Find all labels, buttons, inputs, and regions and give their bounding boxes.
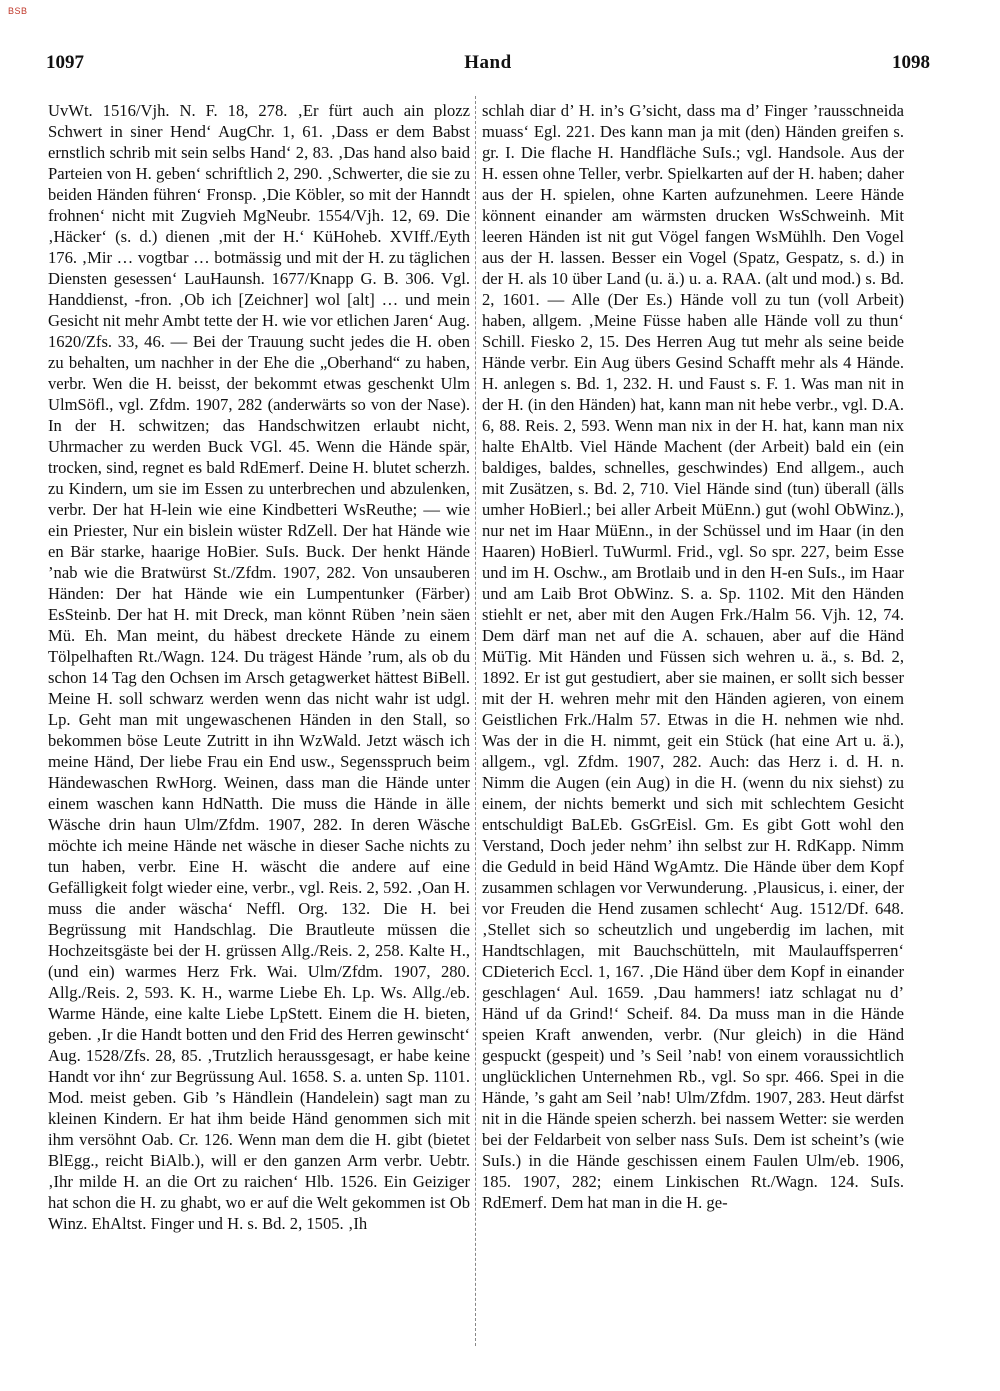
page-header — [46, 52, 930, 80]
column-divider — [475, 96, 476, 1346]
right-column-text: schlah diar d’ H. in’s G’sicht, dass ma d’ Finger ’rausschneida muass‘ Egl. 221. Des kann man ja mit (den) Händen greifen s. gr. I. Die flache H. Handfläche SuIs.; vgl. Handsole. Aus der H. essen ohne Teller, verbr. Spielkarten auf der H. haben; daher aus der H. spielen, ohne Karten aufzunehmen. Leere Hände könnent einander am wärmsten drucken WsSchweinh. Mit leeren Händen ist nit gut Vögel fangen WsMühlh. Den Vogel aus der H. lassen. Besser ein Vogel (Spatz, Gespatz, s. d.) in der H. als 10 über Land (u. ä.) u. a. RAA. (alt und mod.) s. Bd. 2, 1601. — Alle (Der Es.) Hände voll zu tun (voll Arbeit) haben, allgem. ‚Meine Füsse haben alle Hände voll zu thun‘ Schill. Fiesko 2, 15. Des Herren Aug tut mehr als seine beide Hände verbr. Ein Aug übers Gesind Schafft mehr als 4 Hände. H. anlegen s. Bd. 1, 232. H. und Faust s. F. 1. Was man nit in der H. (in den Händen) hat, kann man nit hebe verbr., vgl. D.A. 6, 88. Reis. 2, 593. Wenn man nix in der H. hat, kann man nix halte EhAltb. Viel Hände Machent (der Arbeit) bald ein (ein baldiges, baldes, schnelles, geschwindes) End allgem., auch mit Zusätzen, s. Bd. 2, 710. Viel Hände sind (tun) überall (älls umher HoBierl.; bei aller Arbeit MüEnn.) gut (wohl ObWinz.), nur net im Haar MüEnn., in der Schüssel und im Haar (in den Haaren) HoBierl. TuWurml. Frid., vgl. So spr. 227, beim Esse und im H. Oschw., am Brotlaib und in den H-en SuIs., im Haar und am Laib Brot ObWinz. S. a. Sp. 1102. Mit den Händen stiehlt er net, aber mit den Augen Frk./Halm 56. Vjh. 12, 74. Dem därf man net auf die A. schauen, aber auf die Händ MüTig. Mit Händen und Füssen sich wehren u. ä., s. Bd. 2, 1892. Er ist gut gestudiert, aber sie mainen, er sollt sich besser mit der H. wehren mehr mit den Händen agieren, von einem Geistlichen Frk./Halm 57. Etwas in die H. nehmen wie nhd. Was der in die H. nimmt, geit ein Stück (hat eine Art u. ä.), allgem., vgl. Zfdm. 1907, 282. Auch: das Herz i. d. H. n. Nimm die Augen (ein Aug) in die H. (wenn du nix siehst) zu einem, der nichts bemerkt und sich mit schlechtem Gesicht entschuldigt BaLEb. GsGrEisl. Gm. Es gibt Gott wohl den Verstand, Doch jeder nehm’ ihn selbst zur H. RdKapp. Nimm die Geduld in beid Händ WgAmtz. Die Hände über dem Kopf zusammen schlagen vor Verwunderung. ‚Plausicus, i. einer, der vor Freuden die Hend zusamen schlecht‘ Aug. 1512/Df. 648. ‚Stellet sich so scheutzlich und ungeberdig im lachen, mit Handtschlagen, mit Bauchschütteln, mit Maulauffsperren‘ CDieterich Eccl. 1, 167. ‚Die Händ über dem Kopf in einander geschlagen‘ Aul. 1659. ‚Dau hammers! iatz schlagat nu d’ Händ uf da Grind!‘ Scheif. 84. Da muss man in die Hände speien Kraft anwenden, verbr. (Nur gleich) in die Händ gespuckt (gespeit) und ’s Seil ’nab! von einem voraussichtlich unglücklichen Unternehmen Rb., vgl. So spr. 466. Spei in die Hände, ’s gaht am Seil ’nab! Ulm/Zfdm. 1907, 283. Heut därfst nit in die Hände speien scherzh. bei nassem Wetter: sie werden bei der Feldarbeit von selber nass SuIs. Dem ist scheint’s (wie SuIs.) in die Hände geschissen einem Faulen Ulm/eb. 1906, 185. 1907, 282; einem Linkischen Rt./Wagn. 124. SuIs. RdEmerf. Dem hat man in die H. ge- — [482, 101, 904, 1212]
page-number-left: 1097 — [46, 52, 84, 73]
left-column-text: UvWt. 1516/Vjh. N. F. 18, 278. ‚Er fürt auch ain plozz Schwert in siner Hend‘ AugChr. 1, 61. ‚Dass er dem Babst ernstlich schrib mit sein selbs Hand‘ 2, 83. ‚Das hand also baid Parteien von H. geben‘ schriftlich 2, 290. ‚Schwerter, die sie zu beiden Händen führen‘ Fronsp. ‚Die Köbler, so mit der Hanndt frohnen‘ nicht mit Zugvieh MgNeubr. 1554/Vjh. 12, 69. Die ‚Häcker‘ (s. d.) dienen ‚mit der H.‘ KüHoheb. XVIff./Eyth 176. ‚Mir … vogtbar … botmässig und mit der H. zu täglichen Diensten gesessen‘ LauHaunsh. 1677/Knapp G. B. 306. Vgl. Handdienst, -fron. ‚Ob ich [Zeichner] wol [alt] … und mein Gesicht nit mehr Ambt tette der H. wie vor etlichen Jaren‘ Aug. 1620/Zfs. 33, 46. — Bei der Trauung sucht jedes die H. oben zu behalten, um nachher in der Ehe die „Oberhand“ zu haben, verbr. Wen die H. beisst, der bekommt etwas geschenkt Ulm UlmSöfl., vgl. Zfdm. 1907, 282 (anderwärts so von der Nase). In der H. schwitzen; das Handschwitzen erlaubt nicht, Uhrmacher zu werden Buck VGl. 45. Wenn die Hände spär, trocken, sind, regnet es bald RdEmerf. Deine H. blutet scherzh. zu Kindern, um sie im Essen zu unterbrechen und abzulenken, verbr. Der hat H-lein wie eine Kindbetteri WsReuthe; — wie ein Priester, Nur ein bislein wüster RdZell. Der hat Hände wie en Bär starke, haarige HoBier. SuIs. Buck. Der henkt Hände ’nab wie die Bratwürst St./Zfdm. 1907, 282. Von unsauberen Händen: Der hat Hände wie ein Lumpentunker (Färber) EsSteinb. Der hat H. mit Dreck, man könnt Rüben ’nein säen Mü. Eh. Man meint, du häbest dreckete Hände zu einem Tölpelhaften Rt./Wagn. 124. Du trägest Hände ’rum, als ob du schon 14 Tag den Ochsen im Arsch getagwerket hättest BiBell. Meine H. soll schwarz werden wenn das nicht wahr ist udgl. Lp. Geht man mit ungewaschenen Händen in den Stall, so bekommen böse Leute Zutritt in ihn WzWald. Jetzt wäsch ich meine Händ, Der liebe Frau ein End usw., Segensspruch beim Händewaschen RwHorg. Weinen, dass man die Hände unter einem waschen kann HdNatth. Die muss die Hände in älle Wäsche drin haun Ulm/Zfdm. 1907, 282. In deren Wäsche möchte ich meine Hände net wäsche in dieser Sache nichts zu tun haben, verbr. Eine H. wäscht die andere auf eine Gefälligkeit folgt wieder eine, verbr., vgl. Reis. 2, 592. ‚Oan H. muss die ander wäscha‘ Neffl. Org. 132. Die H. bei Begrüssung mit Handschlag. Die Brautleute müssen die Hochzeitsgäste bei der H. grüssen Allg./Reis. 2, 258. Kalte H., (und ein) warmes Herz Frk. Wai. Ulm/Zfdm. 1907, 280. Allg./Reis. 2, 593. K. H., warme Liebe Eh. Lp. Ws. Allg./eb. Warme Hände, eine kalte Liebe LpStett. Einem die H. bieten, geben. ‚Ir die Handt botten und den Frid des Herren gewinscht‘ Aug. 1528/Zfs. 28, 85. ‚Trutzlich heraussgesagt, er habe keine Handt vor ihn‘ zur Begrüssung Aul. 1658. S. a. unten Sp. 1101. Mod. meist geben. Gib ’s Händlein (Handelein) sagt man zu kleinen Kindern. Er hat ihm beide Händ genommen sich mit ihm versöhnt Oab. Cr. 126. Wenn man dem die H. gibt (bietet BlEgg., reicht BiAlb.), will er den ganzen Arm verbr. Uebtr. ‚Ihr milde H. an die Ort zu raichen‘ Hlb. 1526. Ein Geiziger hat schon die H. zu ghabt, wo er auf die Welt gekommen ist Ob Winz. EhAltst. Finger und H. s. Bd. 2, 1505. ‚Ih — [48, 101, 470, 1233]
library-stamp: BSB — [8, 6, 28, 16]
page-number-right: 1098 — [892, 52, 930, 73]
headword-title: Hand — [464, 52, 512, 73]
left-column — [48, 100, 470, 1350]
right-column — [482, 100, 904, 1350]
